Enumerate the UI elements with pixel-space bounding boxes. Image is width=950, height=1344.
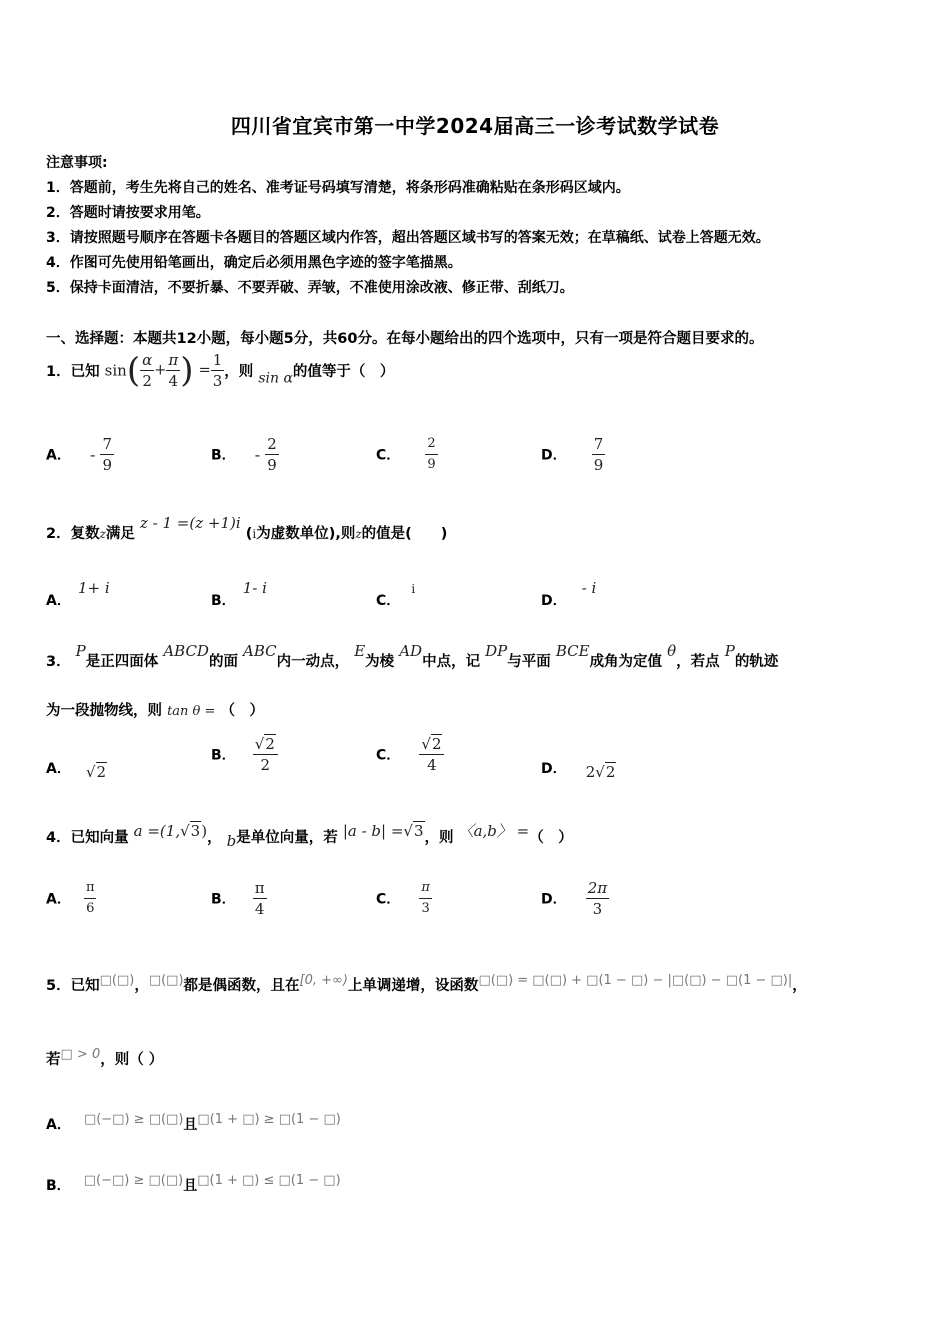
q1-option-c[interactable]: C． $\frac{2}{9}$ — [376, 436, 436, 472]
question-3: 3． P是正四面体 ABCD的面 ABC内一动点， E为棱 AD中点，记 DP与平面 BCE成角为定值 θ，若点 P的轨迹 — [46, 642, 779, 670]
q3-option-d[interactable]: D． 2√2 — [541, 761, 616, 781]
q2-option-c[interactable]: C． i — [376, 582, 416, 609]
q5-option-a[interactable]: A． □(−□) ≥ □(□)且□(1 + □) ≥ □(1 − □) — [46, 1112, 341, 1133]
question-4: 4．已知向量 a =(1,√3)， b是单位向量，若 |a - b| =√3，则 〈a,b〉 =（ ） — [46, 822, 573, 850]
q2-option-a[interactable]: A． 1+ i — [46, 579, 110, 609]
q4-option-a[interactable]: A． $\frac{\pi}{6}$ — [46, 880, 95, 916]
q3-option-b[interactable]: B． $\frac{√2}{2}$ — [211, 734, 278, 775]
q4-option-c[interactable]: C． $\frac{\pi}{3}$ — [376, 880, 430, 916]
note-item: 3．请按照题号顺序在答题卡各题目的答题区域内作答，超出答题区域书写的答案无效；在草稿纸、试卷上答题无效。 — [46, 230, 770, 246]
q1-option-a[interactable]: A． - $\frac{7}{9}$ — [46, 435, 112, 474]
q1-option-d[interactable]: D． $\frac{7}{9}$ — [541, 435, 604, 474]
question-1: 1．已知 sin( $\frac{\alpha}{2}$ + $\frac{\pi}{4}$ ) = $\frac{1}{3}$ ，则 sin α的值等于（ ） — [46, 350, 395, 391]
question-2: 2．复数z满足 z - 1 =(z +1)i (i为虚数单位),则z的值是( ) — [46, 514, 448, 542]
note-item: 1．答题前，考生先将自己的姓名、准考证号码填写清楚，将条形码准确粘贴在条形码区域内。 — [46, 180, 630, 196]
note-item: 2．答题时请按要求用笔。 — [46, 205, 210, 221]
question-3-line-2: 为一段抛物线，则 tan θ = （ ） — [46, 703, 264, 719]
q4-option-b[interactable]: B． $\frac{\pi}{4}$ — [211, 879, 265, 918]
notes-heading: 注意事项: — [46, 155, 108, 171]
question-5: 5．已知□(□)，□(□)都是偶函数，且在[0, +∞)上单调递增，设函数□(□) = □(□) + □(1 − □) − |□(□) − □(1 − □)|， — [46, 973, 807, 994]
q4-option-d[interactable]: D． $\frac{2\pi}{3}$ — [541, 879, 608, 918]
q1-option-b[interactable]: B． - $\frac{2}{9}$ — [211, 435, 277, 474]
q3-option-c[interactable]: C． $\frac{√2}{4}$ — [376, 734, 444, 775]
q3-option-a[interactable]: A． √2 — [46, 761, 107, 781]
note-item: 5．保持卡面清洁，不要折暴、不要弄破、弄皱，不准使用涂改液、修正带、刮纸刀。 — [46, 280, 574, 296]
q2-option-d[interactable]: D． - i — [541, 579, 597, 609]
q2-option-b[interactable]: B． 1- i — [211, 579, 267, 609]
q5-option-b[interactable]: B． □(−□) ≥ □(□)且□(1 + □) ≤ □(1 − □) — [46, 1173, 341, 1194]
note-item: 4．作图可先使用铅笔画出，确定后必须用黑色字迹的签字笔描黑。 — [46, 255, 462, 271]
page-title: 四川省宜宾市第一中学2024届高三一诊考试数学试卷 — [230, 114, 720, 138]
section-heading: 一、选择题：本题共12小题，每小题5分，共60分。在每小题给出的四个选项中，只有一项是符合题目要求的。 — [46, 331, 764, 347]
question-5-line-2: 若□ > 0，则（ ） — [46, 1047, 164, 1068]
